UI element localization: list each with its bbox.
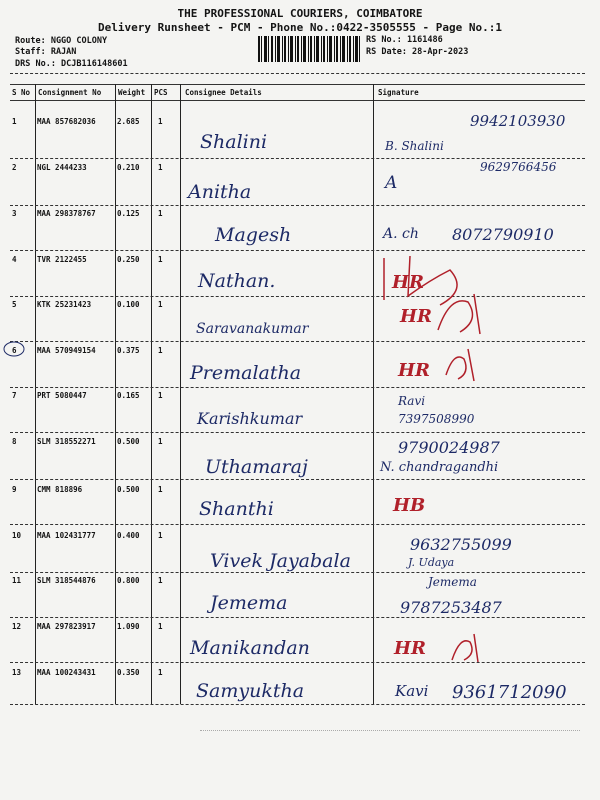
row-divider <box>10 158 585 159</box>
signature: Ravi <box>398 394 426 408</box>
stamp-scribble-icon <box>430 290 490 340</box>
consignee-name: Uthamaraj <box>205 456 308 478</box>
row-divider <box>10 662 585 663</box>
phone-number: 9942103930 <box>470 112 566 130</box>
consignee-name: Samyuktha <box>196 680 305 702</box>
staff-label: Staff: RAJAN <box>15 47 77 57</box>
row-weight: 0.500 <box>117 437 140 446</box>
col-header-consignee: Consignee Details <box>185 88 262 97</box>
row-consignment-no: MAA 297823917 <box>37 622 96 631</box>
row-consignment-no: CMM 818896 <box>37 485 83 494</box>
signature: J. Udaya <box>408 556 455 569</box>
row-pcs: 1 <box>158 531 163 540</box>
signature-stamp: HR <box>400 306 432 327</box>
stamp-scribble-icon <box>440 345 480 385</box>
row-sno: 2 <box>12 163 17 172</box>
column-divider <box>151 84 152 704</box>
phone-number: 9632755099 <box>410 535 512 554</box>
consignee-name: Jemema <box>210 592 288 614</box>
route-label: Route: NGGO COLONY <box>15 36 108 46</box>
consignee-name: Vivek Jayabala <box>210 550 351 572</box>
row-weight: 2.685 <box>117 117 140 126</box>
row-sno: 13 <box>12 668 22 677</box>
row-weight: 0.250 <box>117 255 140 264</box>
row-sno: 5 <box>12 300 17 309</box>
col-header-weight: Weight <box>118 88 146 97</box>
phone-number: 8072790910 <box>452 225 554 244</box>
consignee-name: Nathan. <box>198 270 276 292</box>
row-sno: 6 <box>12 346 17 355</box>
row-sno: 10 <box>12 531 22 540</box>
phone-number: 9787253487 <box>400 598 502 617</box>
row-divider <box>10 572 585 573</box>
row-divider <box>10 524 585 525</box>
row-divider <box>10 387 585 388</box>
row-weight: 0.350 <box>117 668 140 677</box>
row-pcs: 1 <box>158 437 163 446</box>
column-header-rule <box>10 100 585 101</box>
row-pcs: 1 <box>158 485 163 494</box>
row-pcs: 1 <box>158 300 163 309</box>
column-divider <box>115 84 116 704</box>
row-pcs: 1 <box>158 576 163 585</box>
consignee-name: Premalatha <box>190 362 302 384</box>
row-weight: 1.090 <box>117 622 140 631</box>
row-consignment-no: TVR 2122455 <box>37 255 87 264</box>
phone-number: 9629766456 <box>480 160 557 174</box>
row-divider <box>10 250 585 251</box>
row-sno: 9 <box>12 485 17 494</box>
row-divider <box>10 617 585 618</box>
row-weight: 0.400 <box>117 531 140 540</box>
signature-stamp: HR <box>398 360 430 381</box>
row-consignment-no: MAA 102431777 <box>37 531 96 540</box>
row-weight: 0.500 <box>117 485 140 494</box>
col-header-consignment: Consignment No <box>38 88 102 97</box>
consignee-name: Karishkumar <box>197 409 303 428</box>
barcode-icon <box>258 36 360 62</box>
consignee-name: Anitha <box>188 181 252 203</box>
row-divider <box>10 479 585 480</box>
row-pcs: 1 <box>158 163 163 172</box>
row-weight: 0.375 <box>117 346 140 355</box>
row-pcs: 1 <box>158 255 163 264</box>
row-sno: 12 <box>12 622 22 631</box>
row-divider <box>10 205 585 206</box>
row-consignment-no: MAA 100243431 <box>37 668 96 677</box>
row-pcs: 1 <box>158 668 163 677</box>
row-weight: 0.100 <box>117 300 140 309</box>
row-pcs: 1 <box>158 622 163 631</box>
consignee-name: Manikandan <box>190 637 310 659</box>
row-weight: 0.800 <box>117 576 140 585</box>
signature: A <box>385 173 398 193</box>
signature-stamp: HR <box>392 272 424 293</box>
row-consignment-no: PRT 5080447 <box>37 391 87 400</box>
row-consignment-no: NGL 2444233 <box>37 163 87 172</box>
row-sno: 7 <box>12 391 17 400</box>
row-weight: 0.125 <box>117 209 140 218</box>
row-weight: 0.210 <box>117 163 140 172</box>
drs-number: DRS No.: DCJB116148601 <box>15 59 128 69</box>
row-pcs: 1 <box>158 117 163 126</box>
signature: A. ch <box>383 226 419 242</box>
consignee-name: Shanthi <box>199 498 274 520</box>
table-top-rule <box>10 84 585 85</box>
phone-number: 9361712090 <box>452 682 567 703</box>
row-sno: 1 <box>12 117 17 126</box>
row-pcs: 1 <box>158 209 163 218</box>
footer-rule <box>200 730 580 731</box>
signature: Kavi <box>395 682 429 700</box>
table-bottom-rule <box>10 704 585 705</box>
signature-stamp: HR <box>394 638 426 659</box>
rs-date: RS Date: 28-Apr-2023 <box>366 47 469 57</box>
row-divider <box>10 296 585 297</box>
header-divider <box>10 73 585 74</box>
row-consignment-no: MAA 570949154 <box>37 346 96 355</box>
rs-number: RS No.: 1161486 <box>366 35 443 45</box>
row-consignment-no: MAA 298378767 <box>37 209 96 218</box>
row-sno: 4 <box>12 255 17 264</box>
row-divider <box>10 341 585 342</box>
row-weight: 0.165 <box>117 391 140 400</box>
column-divider <box>35 84 36 704</box>
row-consignment-no: MAA 857682036 <box>37 117 96 126</box>
consignee-name: Magesh <box>215 224 292 246</box>
row-sno: 8 <box>12 437 17 446</box>
consignee-name: Shalini <box>200 131 268 153</box>
runsheet-subtitle: Delivery Runsheet - PCM - Phone No.:0422-3505555 - Page No.:1 <box>98 21 502 34</box>
company-title: THE PROFESSIONAL COURIERS, COIMBATORE <box>177 7 423 20</box>
signature-stamp: HB <box>393 495 426 516</box>
consignee-name: Saravanakumar <box>196 321 309 337</box>
row-divider <box>10 432 585 433</box>
row-consignment-no: SLM 318552271 <box>37 437 96 446</box>
phone-number: 9790024987 <box>398 438 500 457</box>
row-pcs: 1 <box>158 346 163 355</box>
column-divider <box>180 84 181 704</box>
row-consignment-no: KTK 25231423 <box>37 300 92 309</box>
row-consignment-no: SLM 318544876 <box>37 576 96 585</box>
row-pcs: 1 <box>158 391 163 400</box>
col-header-signature: Signature <box>378 88 419 97</box>
phone-number: 7397508990 <box>398 412 475 426</box>
signature: B. Shalini <box>385 139 444 153</box>
row-sno: 3 <box>12 209 17 218</box>
signature: N. chandragandhi <box>380 460 499 475</box>
signature: Jemema <box>428 575 477 589</box>
stamp-scribble-icon <box>448 632 484 666</box>
col-header-sno: S No <box>12 88 31 97</box>
row-sno: 11 <box>12 576 22 585</box>
column-divider <box>373 84 374 704</box>
col-header-pcs: PCS <box>154 88 168 97</box>
